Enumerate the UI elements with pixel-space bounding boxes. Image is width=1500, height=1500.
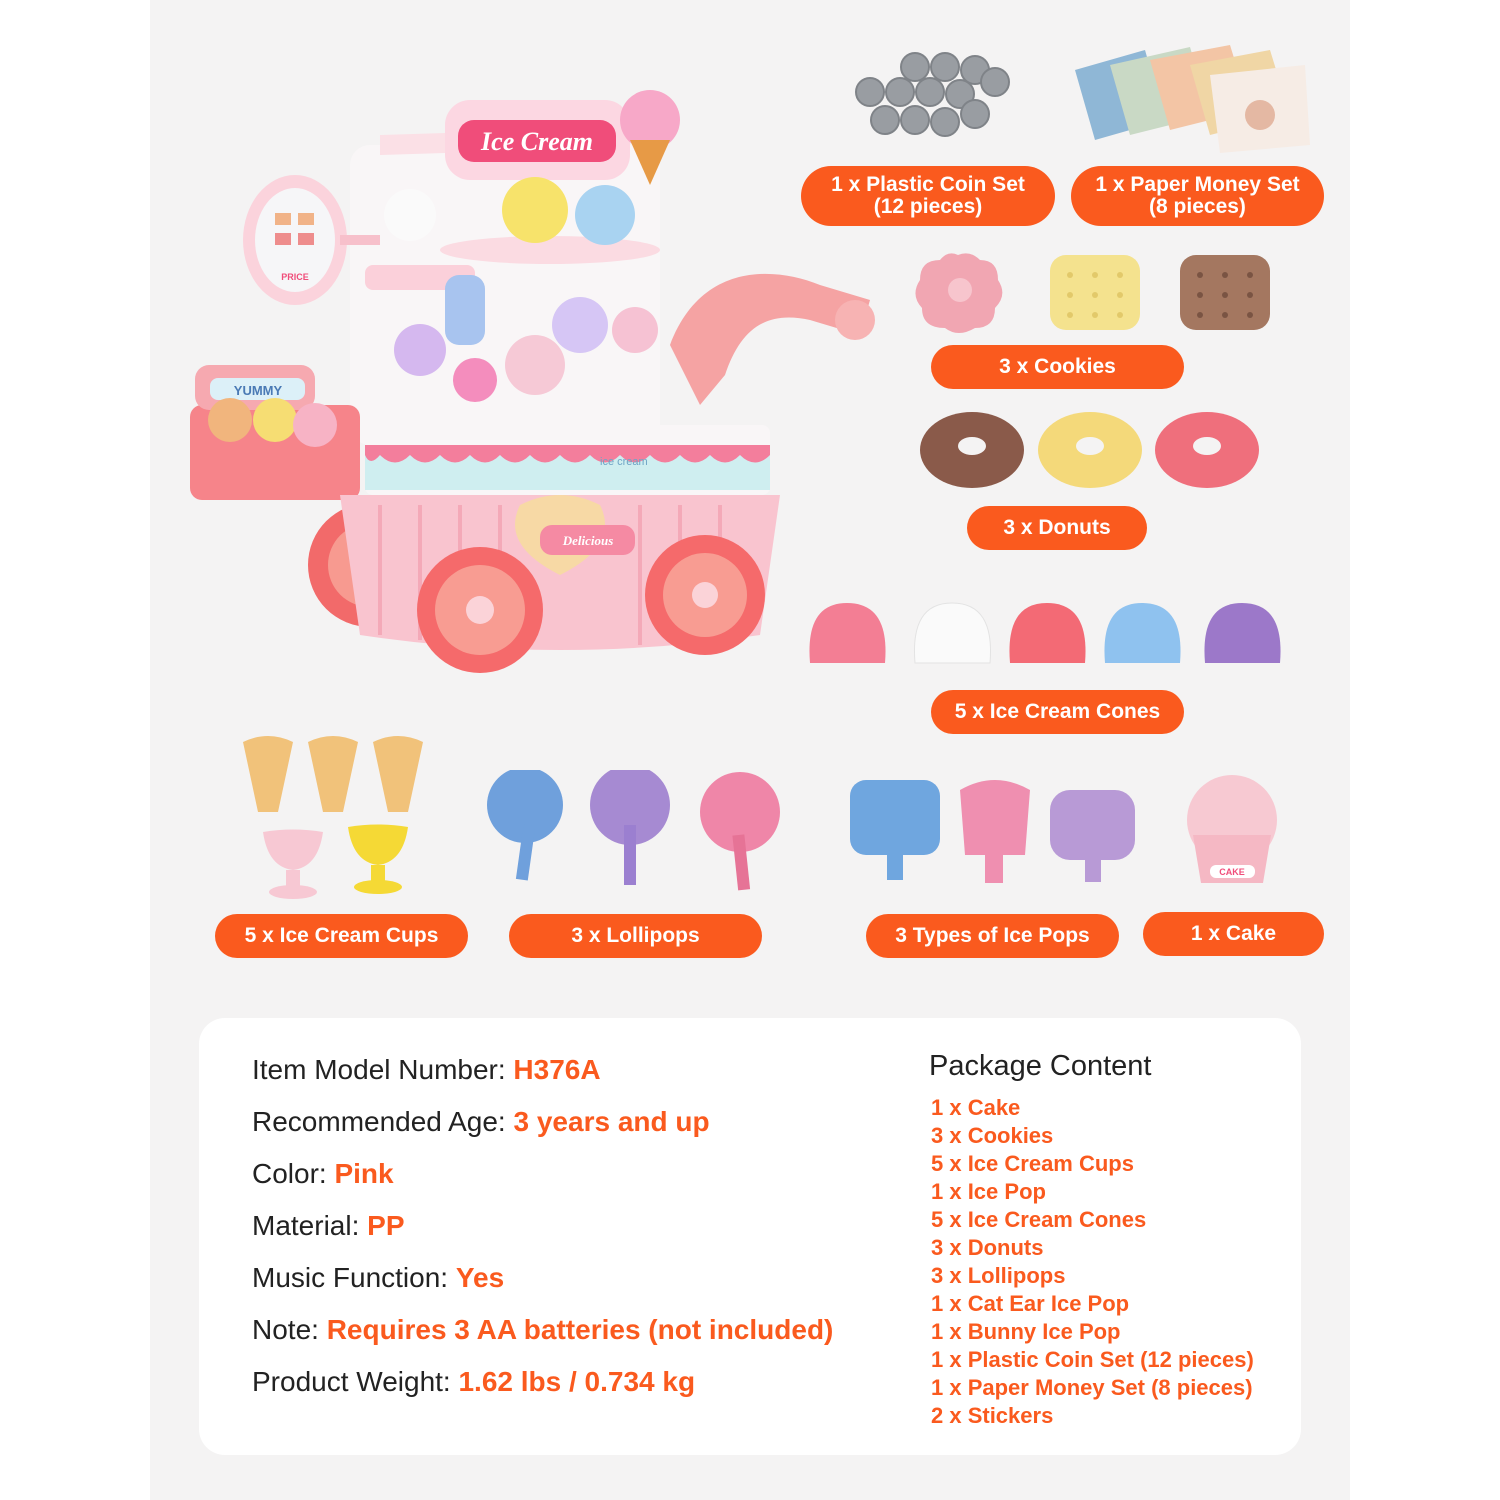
list-item: 2 x Stickers <box>931 1403 1054 1428</box>
ice-cream-cups-image <box>238 732 438 912</box>
lollipops-image <box>480 770 780 900</box>
price-board-text: PRICE <box>281 272 309 282</box>
cart-sign-text: Ice Cream <box>481 127 593 156</box>
list-item: 1 x Bunny Ice Pop <box>931 1319 1121 1344</box>
cake-label: 1 x Cake <box>1143 912 1324 956</box>
yummy-sign-text: YUMMY <box>233 383 283 398</box>
spec-product-weight: Product Weight: 1.62 lbs / 0.734 kg <box>252 1366 696 1397</box>
ice-cream-cups-label: 5 x Ice Cream Cups <box>215 914 468 958</box>
counter-banner-text: ice cream <box>600 456 648 468</box>
coin-set-image <box>845 52 1025 147</box>
cookies-label: 3 x Cookies <box>931 345 1184 389</box>
coin-set-label: 1 x Plastic Coin Set (12 pieces) <box>801 166 1055 226</box>
lollipops-label: 3 x Lollipops <box>509 914 762 958</box>
spec-material: Material: PP <box>252 1210 405 1241</box>
list-item: 5 x Ice Cream Cups <box>931 1151 1134 1176</box>
ice-cream-cart-image <box>180 75 890 675</box>
spec-model-number: Item Model Number: H376A <box>252 1054 601 1085</box>
ice-pops-image <box>845 775 1145 885</box>
cart-emblem-text: Delicious <box>562 533 614 548</box>
ice-pops-label: 3 Types of Ice Pops <box>866 914 1119 958</box>
list-item: 1 x Ice Pop <box>931 1179 1046 1204</box>
paper-money-image <box>1070 45 1315 155</box>
list-item: 1 x Paper Money Set (8 pieces) <box>931 1375 1253 1400</box>
spec-note: Note: Requires 3 AA batteries (not included) <box>252 1314 834 1345</box>
cookies-image <box>910 250 1270 335</box>
cake-image <box>1175 775 1290 890</box>
list-item: 3 x Lollipops <box>931 1263 1066 1288</box>
spec-recommended-age: Recommended Age: 3 years and up <box>252 1106 710 1137</box>
list-item: 1 x Cat Ear Ice Pop <box>931 1291 1130 1316</box>
list-item: 1 x Plastic Coin Set (12 pieces) <box>931 1347 1254 1372</box>
donuts-image <box>920 410 1260 490</box>
list-item: 3 x Cookies <box>931 1123 1054 1148</box>
paper-money-label: 1 x Paper Money Set (8 pieces) <box>1071 166 1324 226</box>
spec-color: Color: Pink <box>252 1158 394 1189</box>
ice-cream-cones-label: 5 x Ice Cream Cones <box>931 690 1184 734</box>
package-content-title: Package Content <box>929 1050 1152 1082</box>
list-item: 3 x Donuts <box>931 1235 1044 1260</box>
ice-cream-scoops-image <box>805 598 1295 678</box>
package-content-list <box>931 1094 1254 1430</box>
donuts-label: 3 x Donuts <box>967 506 1147 550</box>
spec-music-function: Music Function: Yes <box>252 1262 505 1293</box>
list-item: 1 x Cake <box>931 1095 1021 1120</box>
list-item: 5 x Ice Cream Cones <box>931 1207 1147 1232</box>
cake-tag-text: CAKE <box>1219 867 1245 877</box>
